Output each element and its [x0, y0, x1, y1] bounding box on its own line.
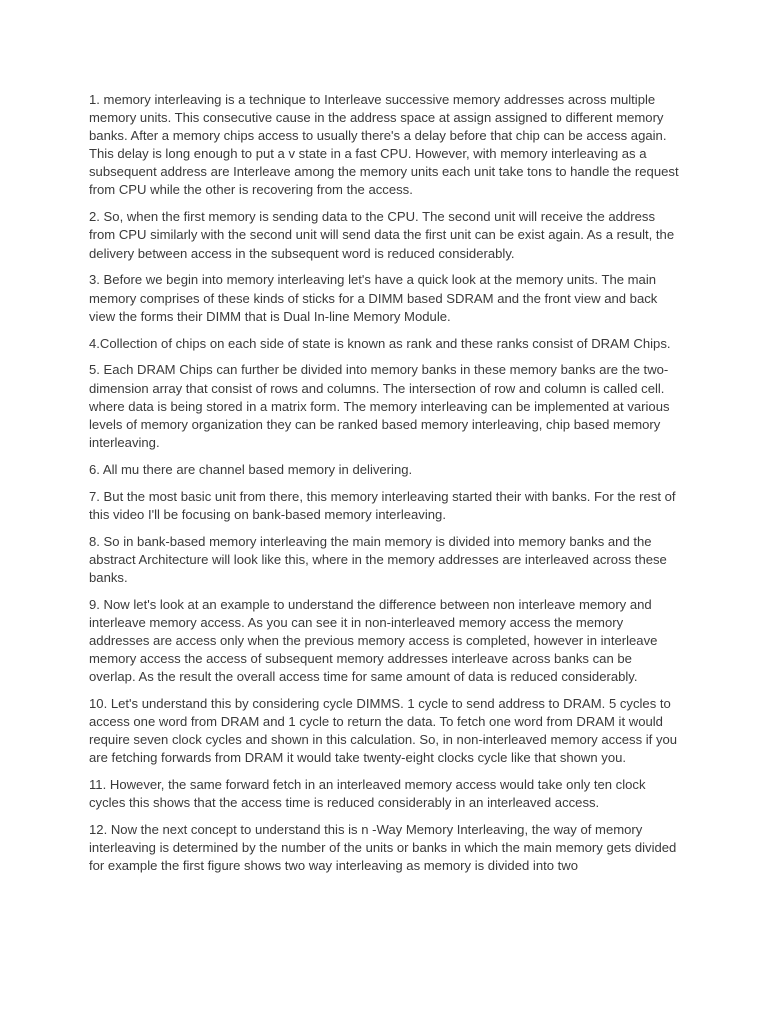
- paragraph-3: 3. Before we begin into memory interleaving let's have a quick look at the memory units. The main memory comprises of these kinds of sticks for a DIMM based SDRAM and the front view and back view the forms their DIMM that is Dual In-line Memory Module.: [89, 272, 658, 324]
- paragraph-9: 9. Now let's look at an example to understand the difference between non interleave memory and interleave memory access. As you can see it in non-interleaved memory access the memory addresses are access only when the previous memory access is completed, however in interleave memory access the access of subsequent memory addresses interleave across banks can be overlap. As the result the overall access time for same amount of data is reduced considerably.: [89, 596, 658, 684]
- paragraph-8: 8. So in bank-based memory interleaving the main memory is divided into memory banks and the abstract Architecture will look like this, where in the memory addresses are interleaved across these banks.: [89, 533, 667, 585]
- paragraph-5: 5. Each DRAM Chips can further be divided into memory banks in these memory banks are the two-dimension array that consist of rows and columns. The intersection of row and column is called cell. where data is being stored in a matrix form. The memory interleaving can be implemented at various levels of memory organization they can be ranked based memory interleaving, chip based memory interleaving.: [89, 362, 670, 450]
- paragraph-11: 11. However, the same forward fetch in an interleaved memory access would take only ten clock cycles this shows that the access time is reduced considerably in an interleaved access.: [89, 777, 646, 811]
- paragraph-12: 12. Now the next concept to understand this is n -Way Memory Interleaving, the way of memory interleaving is determined by the number of the units or banks in which the main memory gets divided for example the first figure shows two way interleaving as memory is divided into two: [89, 822, 677, 874]
- paragraph-2: 2. So, when the first memory is sending data to the CPU. The second unit will receive the address from CPU similarly with the second unit will send data the first unit can be exist again. As a result, the delivery between access in the subsequent word is reduced considerably.: [89, 209, 675, 261]
- paragraph-1: 1. memory interleaving is a technique to Interleave successive memory addresses across multiple memory units. This consecutive cause in the address space at assign assigned to different memory banks. After a memory chips access to usually there's a delay before that chip can be access again. This delay is long enough to put a v state in a fast CPU. However, with memory interleaving as a subsequent address are Interleave among the memory units each unit take tons to handle the request from CPU while the other is recovering from the access.: [89, 92, 679, 198]
- paragraph-10: 10. Let's understand this by considering cycle DIMMS. 1 cycle to send address to DRAM. 5 cycles to access one word from DRAM and 1 cycle to return the data. To fetch one word from DRAM it would require seven clock cycles and shown in this calculation. So, in non-interleaved memory access if you are fetching forwards from DRAM it would take twenty-eight clocks cycle like that shown you.: [89, 695, 678, 766]
- document-page: [89, 91, 681, 884]
- paragraph-6: 6. All mu there are channel based memory in delivering.: [89, 461, 413, 477]
- paragraph-4: 4.Collection of chips on each side of state is known as rank and these ranks consist of DRAM Chips.: [89, 335, 671, 351]
- paragraph-7: 7. But the most basic unit from there, this memory interleaving started their with banks. For the rest of this video I'll be focusing on bank-based memory interleaving.: [89, 488, 676, 522]
